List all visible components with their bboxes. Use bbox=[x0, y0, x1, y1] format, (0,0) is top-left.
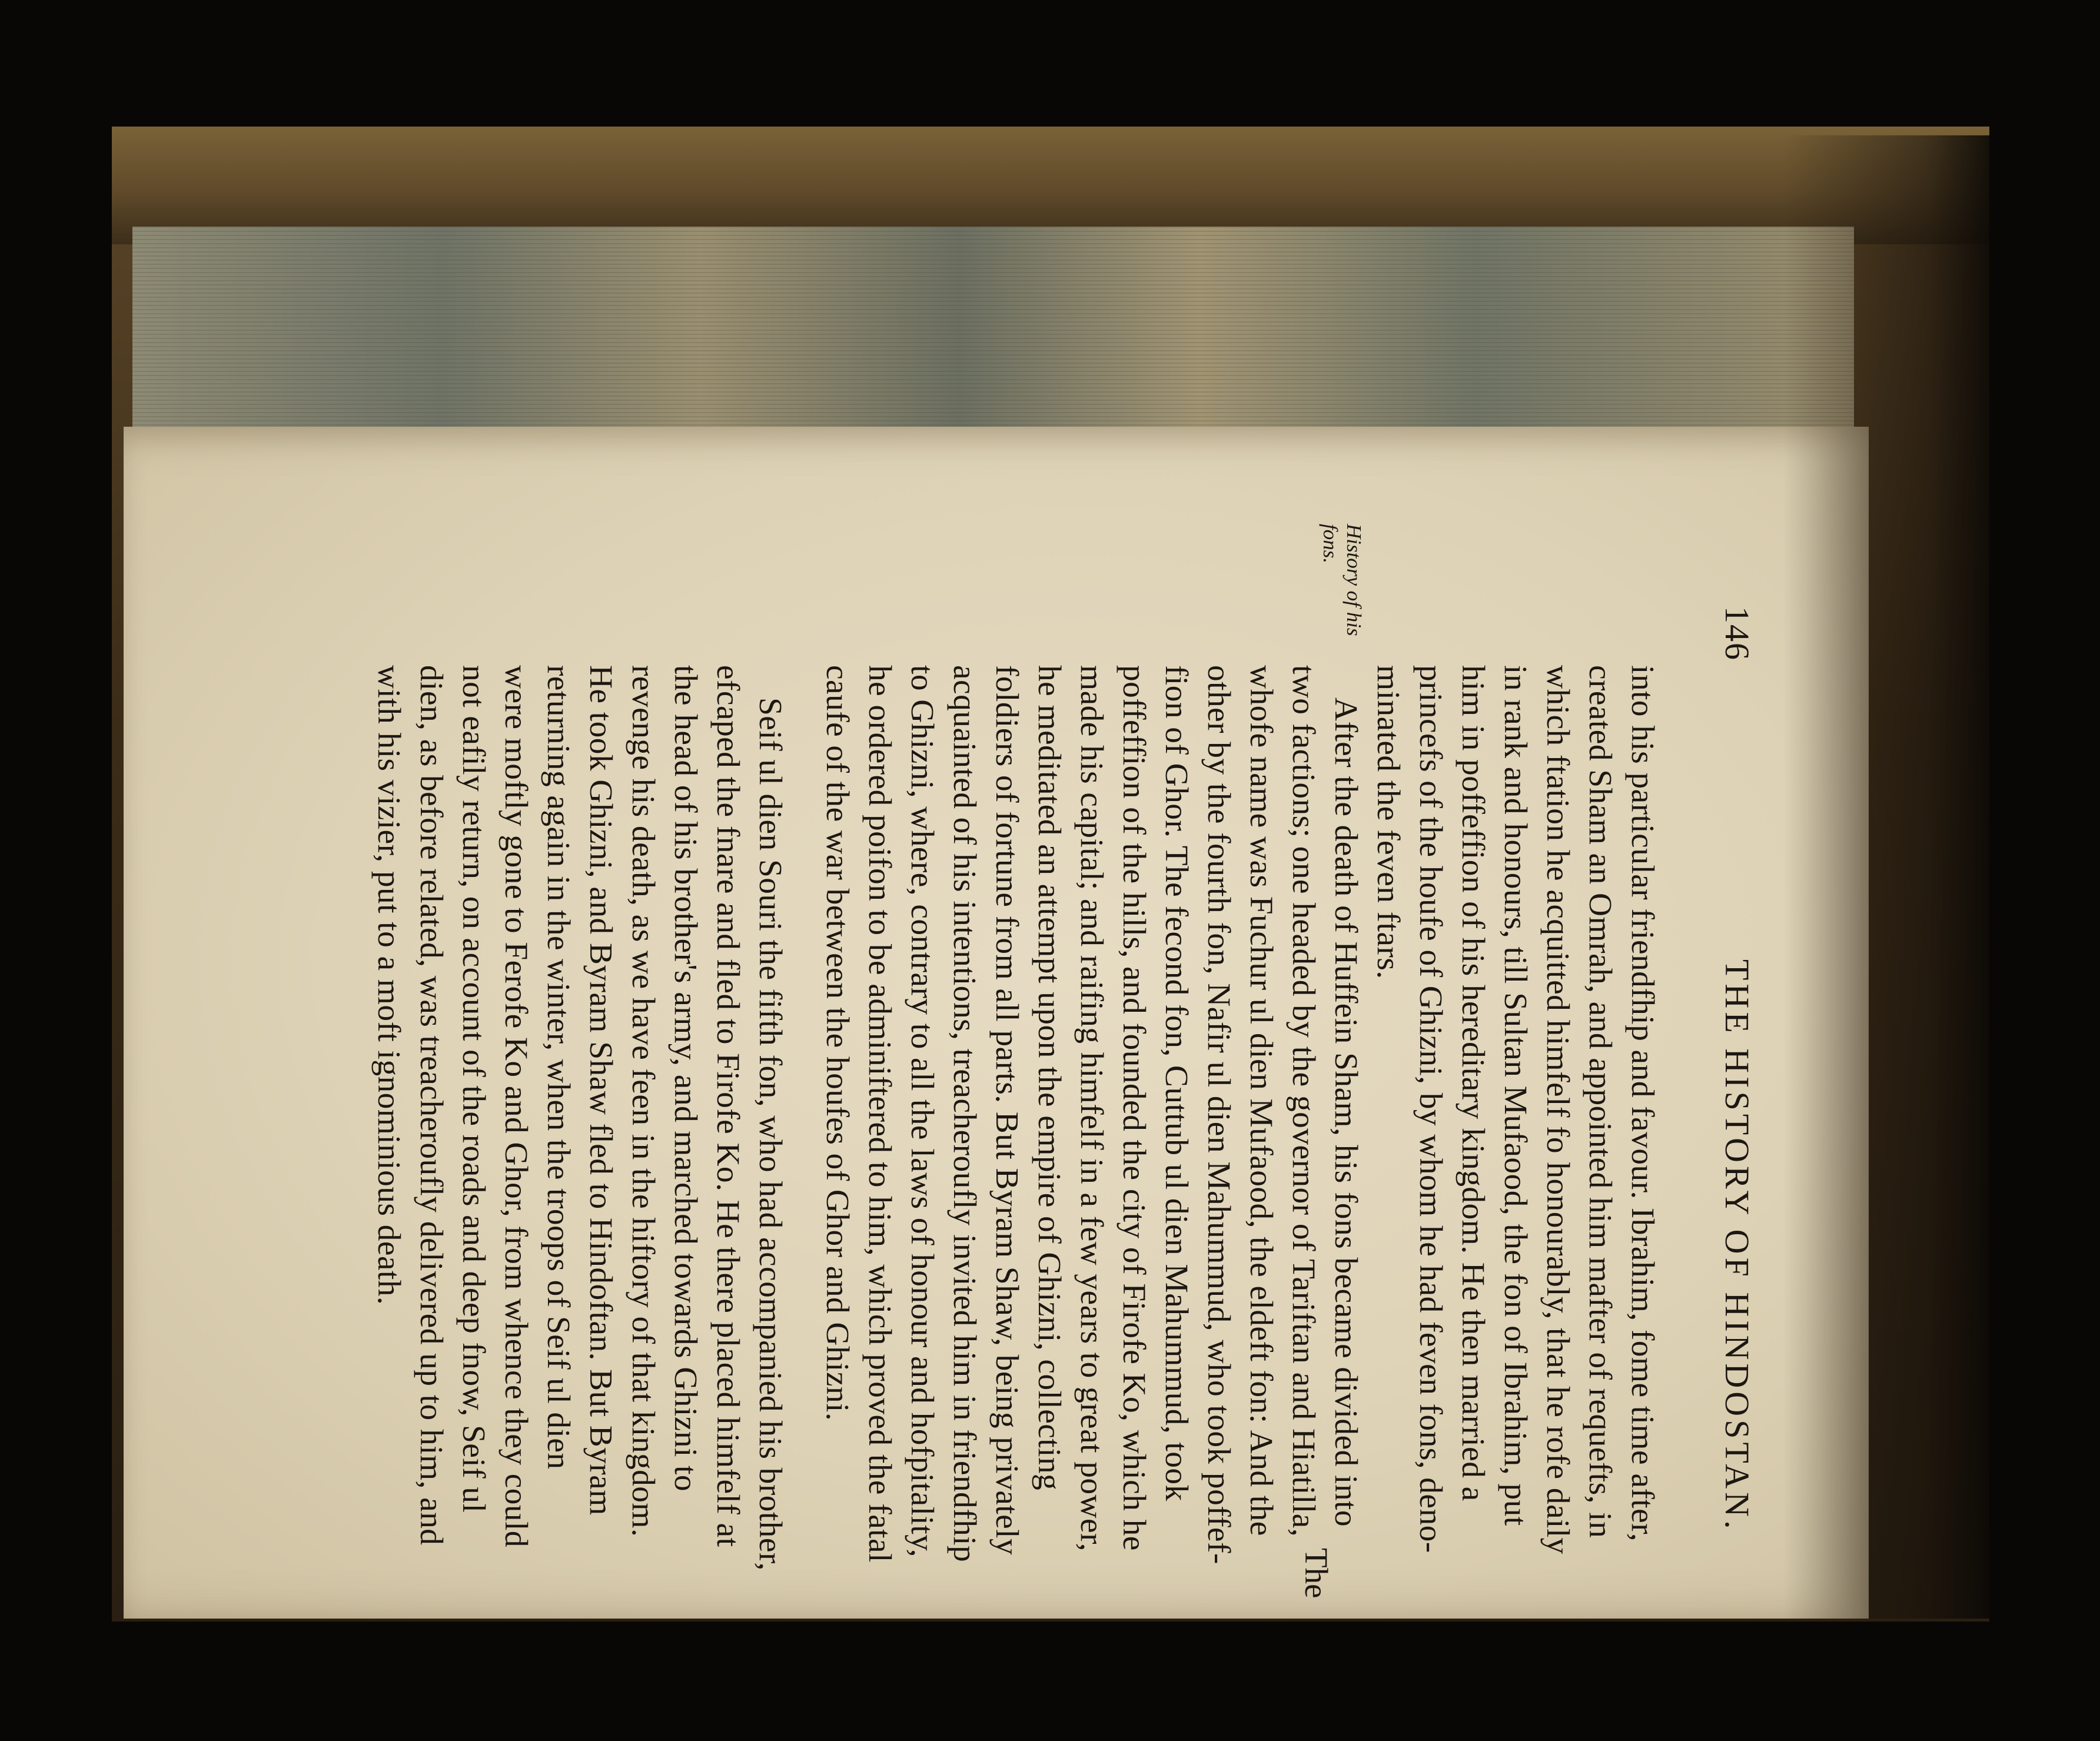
text-line: he meditated an attempt upon the empire of Ghizni, collecting bbox=[1031, 665, 1067, 1491]
paragraph-start: After the death of Huffein Sham, his fons became divided into bbox=[1328, 697, 1364, 1527]
text-line: into his particular friendfhip and favour. Ibrahim, fome time after, bbox=[1624, 665, 1660, 1542]
text-line: poffeffion of the hills, and founded the city of Firofe Ko, which he bbox=[1116, 665, 1152, 1551]
text-line: him in poffeffion of his hereditary kingdom. He then married a bbox=[1455, 665, 1491, 1501]
margin-note-line: History of his bbox=[1343, 524, 1365, 636]
text-line: returning again in the winter, when the troops of Seif ul dien bbox=[540, 665, 576, 1470]
text-line: he ordered poifon to be adminiftered to him, which proved the fatal bbox=[862, 665, 898, 1563]
page-text-frame bbox=[371, 430, 1792, 1725]
text-line: two factions; one headed by the governor of Tariftan and Hiatilla, bbox=[1285, 665, 1321, 1537]
text-line: which ftation he acquitted himfelf fo honourably, that he rofe daily bbox=[1540, 665, 1576, 1554]
text-line: with his vizier, put to a moft ignominious death. bbox=[371, 665, 407, 1305]
text-line: princefs of the houfe of Ghizni, by whom he had feven fons, deno- bbox=[1413, 665, 1448, 1553]
text-line: to Ghizni, where, contrary to all the laws of honour and hofpitality, bbox=[904, 665, 940, 1557]
paragraph-start: Seif ul dien Souri the fifth fon, who had accompanied his brother, bbox=[752, 697, 788, 1571]
text-line: created Sham an Omrah, and appointed him mafter of requefts, in bbox=[1582, 665, 1618, 1539]
page-block-edge bbox=[132, 227, 1854, 430]
text-line: not eafily return, on account of the roads and deep fnow, Seif ul bbox=[456, 665, 491, 1513]
page-number: 146 bbox=[1718, 606, 1756, 661]
running-header bbox=[1701, 430, 1766, 1725]
text-line: acquainted of his intentions, treacheroufly invited him in friendfhip bbox=[946, 665, 982, 1563]
text-line: were moftly gone to Ferofe Ko and Ghor, from whence they could bbox=[498, 665, 534, 1548]
text-line: the head of his brother's army, and marched towards Ghizni to bbox=[667, 665, 703, 1492]
spine-shadow bbox=[1783, 135, 1989, 1619]
text-line: made his capital; and raifing himfelf in a few years to great power, bbox=[1074, 665, 1109, 1551]
margin-note-line: fons. bbox=[1319, 524, 1342, 564]
text-line: other by the fourth fon, Nafir ul dien Mahummud, who took poffef- bbox=[1201, 665, 1237, 1564]
text-line: minated the feven ftars. bbox=[1370, 665, 1406, 979]
text-line: He took Ghizni, and Byram Shaw fled to Hindoftan. But Byram bbox=[583, 665, 619, 1516]
text-line: efcaped the fnare and fled to Firofe Ko. He there placed himfelf at bbox=[710, 665, 746, 1547]
text-line: caufe of the war between the houfes of Ghor and Ghizni. bbox=[819, 665, 855, 1421]
text-line: in rank and honours, till Sultan Mufaood, the fon of Ibrahim, put bbox=[1497, 665, 1533, 1526]
text-line: revenge his death, as we have feen in the hiftory of that kingdom. bbox=[625, 665, 661, 1537]
text-line: fion of Ghor. The fecond fon, Cuttub ul dien Mahummud, took bbox=[1158, 665, 1194, 1501]
text-line: dien, as before related, was treacheroufly delivered up to him, and bbox=[413, 665, 449, 1546]
running-title: THE HISTORY OF HINDOSTAN. bbox=[1718, 959, 1756, 1533]
text-line: whofe name was Fuchur ul dien Mufaood, the eldeft fon: And the bbox=[1243, 665, 1279, 1536]
text-line: foldiers of fortune from all parts. But Byram Shaw, being privately bbox=[989, 665, 1025, 1556]
catchword: The bbox=[1298, 1548, 1334, 1599]
